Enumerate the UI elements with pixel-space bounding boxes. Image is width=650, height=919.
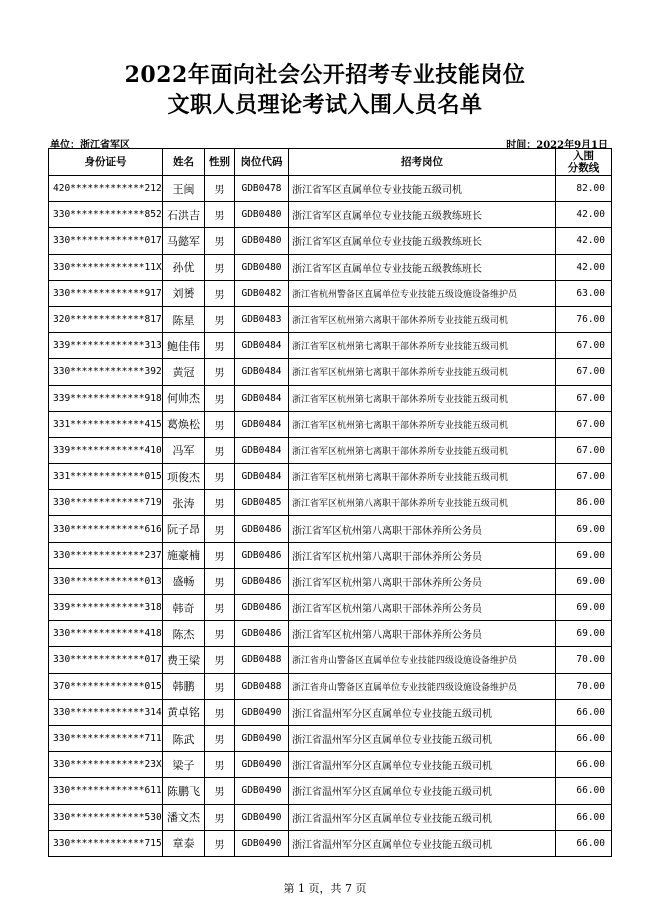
code-cell: GDB0484 [235, 385, 289, 411]
score-cell: 69.00 [556, 568, 612, 594]
score-cell: 42.00 [556, 228, 612, 254]
header-score [556, 149, 612, 176]
id-cell: 339*************313 [49, 333, 163, 359]
code-cell: GDB0486 [235, 568, 289, 594]
position-cell: 浙江省军区杭州第七离职干部休养所专业技能五级司机 [289, 464, 556, 490]
position-cell: 浙江省温州军分区直属单位专业技能五级司机 [289, 699, 556, 725]
score-cell: 70.00 [556, 673, 612, 699]
position-cell: 浙江省军区直属单位专业技能五级司机 [289, 176, 556, 202]
name-cell: 施豪楠 [163, 542, 205, 568]
gender-cell: 男 [205, 280, 235, 306]
name-cell: 陈鹏飞 [163, 778, 205, 804]
name-cell: 冯军 [163, 437, 205, 463]
gender-cell: 男 [205, 464, 235, 490]
table-row [49, 830, 612, 856]
header-score-line2: 分数线 [567, 162, 600, 174]
gender-cell: 男 [205, 752, 235, 778]
score-cell: 66.00 [556, 752, 612, 778]
name-cell: 黄卓铭 [163, 699, 205, 725]
table-row [49, 516, 612, 542]
header-id: 身份证号 [49, 149, 163, 176]
score-cell: 66.00 [556, 830, 612, 856]
code-cell: GDB0490 [235, 778, 289, 804]
position-cell: 浙江省军区杭州第八离职干部休养所公务员 [289, 595, 556, 621]
name-cell: 阮子昂 [163, 516, 205, 542]
id-cell: 330*************392 [49, 359, 163, 385]
id-cell: 330*************017 [49, 228, 163, 254]
table-row [49, 385, 612, 411]
header-code: 岗位代码 [235, 149, 289, 176]
code-cell: GDB0490 [235, 752, 289, 778]
document-title-line1: 2022年面向社会公开招考专业技能岗位 [124, 62, 526, 88]
gender-cell: 男 [205, 385, 235, 411]
score-cell: 69.00 [556, 542, 612, 568]
id-cell: 330*************013 [49, 568, 163, 594]
code-cell: GDB0490 [235, 725, 289, 751]
code-cell: GDB0483 [235, 306, 289, 332]
table-row [49, 176, 612, 202]
gender-cell: 男 [205, 830, 235, 856]
score-cell: 67.00 [556, 464, 612, 490]
name-cell: 石洪吉 [163, 202, 205, 228]
id-cell: 420*************212 [49, 176, 163, 202]
table-row [49, 228, 612, 254]
header-name: 姓名 [163, 149, 205, 176]
header-gender: 性别 [205, 149, 235, 176]
score-cell: 69.00 [556, 595, 612, 621]
id-cell: 330*************237 [49, 542, 163, 568]
name-cell: 鲍佳伟 [163, 333, 205, 359]
header-score-line1: 入围 [573, 150, 594, 162]
table-row [49, 621, 612, 647]
position-cell: 浙江省杭州警备区直属单位专业技能五级设施设备维护员 [289, 280, 556, 306]
position-cell: 浙江省舟山警备区直属单位专业技能四级设施设备维护员 [289, 673, 556, 699]
gender-cell: 男 [205, 542, 235, 568]
name-cell: 章泰 [163, 830, 205, 856]
name-cell: 韩奇 [163, 595, 205, 621]
code-cell: GDB0486 [235, 516, 289, 542]
gender-cell: 男 [205, 306, 235, 332]
id-cell: 339*************918 [49, 385, 163, 411]
score-cell: 67.00 [556, 359, 612, 385]
score-cell: 66.00 [556, 804, 612, 830]
code-cell: GDB0484 [235, 359, 289, 385]
position-cell: 浙江省军区杭州第八离职干部休养所公务员 [289, 542, 556, 568]
id-cell: 339*************410 [49, 437, 163, 463]
table-row [49, 359, 612, 385]
gender-cell: 男 [205, 490, 235, 516]
gender-cell: 男 [205, 254, 235, 280]
table-row [49, 542, 612, 568]
table-body [49, 176, 612, 857]
gender-cell: 男 [205, 359, 235, 385]
gender-cell: 男 [205, 437, 235, 463]
code-cell: GDB0484 [235, 464, 289, 490]
id-cell: 320*************817 [49, 306, 163, 332]
table-row [49, 306, 612, 332]
code-cell: GDB0486 [235, 621, 289, 647]
code-cell: GDB0484 [235, 333, 289, 359]
position-cell: 浙江省军区杭州第七离职干部休养所专业技能五级司机 [289, 333, 556, 359]
id-cell: 330*************611 [49, 778, 163, 804]
id-cell: 330*************017 [49, 647, 163, 673]
score-cell: 67.00 [556, 437, 612, 463]
code-cell: GDB0490 [235, 699, 289, 725]
position-cell: 浙江省军区杭州第六离职干部休养所专业技能五级司机 [289, 306, 556, 332]
name-cell: 盛畅 [163, 568, 205, 594]
table-row [49, 595, 612, 621]
gender-cell: 男 [205, 621, 235, 647]
gender-cell: 男 [205, 228, 235, 254]
gender-cell: 男 [205, 673, 235, 699]
score-cell: 67.00 [556, 333, 612, 359]
gender-cell: 男 [205, 725, 235, 751]
table-row [49, 752, 612, 778]
gender-cell: 男 [205, 333, 235, 359]
id-cell: 330*************23X [49, 752, 163, 778]
date-label: 时间：2022年9月1日 [506, 140, 608, 151]
name-cell: 马懿军 [163, 228, 205, 254]
position-cell: 浙江省军区杭州第八离职干部休养所公务员 [289, 621, 556, 647]
table-row [49, 411, 612, 437]
code-cell: GDB0482 [235, 280, 289, 306]
name-cell: 何帅杰 [163, 385, 205, 411]
score-cell: 76.00 [556, 306, 612, 332]
id-cell: 331*************415 [49, 411, 163, 437]
page-footer: 第 1 页，共 7 页 [283, 882, 367, 895]
id-cell: 370*************015 [49, 673, 163, 699]
name-cell: 张涛 [163, 490, 205, 516]
id-cell: 330*************917 [49, 280, 163, 306]
id-cell: 330*************530 [49, 804, 163, 830]
score-cell: 69.00 [556, 516, 612, 542]
gender-cell: 男 [205, 778, 235, 804]
table-row [49, 490, 612, 516]
name-cell: 陈星 [163, 306, 205, 332]
score-cell: 63.00 [556, 280, 612, 306]
table-row [49, 464, 612, 490]
position-cell: 浙江省温州军分区直属单位专业技能五级司机 [289, 725, 556, 751]
table-row [49, 647, 612, 673]
table-row [49, 725, 612, 751]
table-header-row [49, 149, 612, 176]
name-cell: 梁子 [163, 752, 205, 778]
id-cell: 330*************719 [49, 490, 163, 516]
code-cell: GDB0480 [235, 228, 289, 254]
table-row [49, 699, 612, 725]
name-cell: 潘文杰 [163, 804, 205, 830]
score-cell: 86.00 [556, 490, 612, 516]
position-cell: 浙江省军区直属单位专业技能五级教练班长 [289, 228, 556, 254]
id-cell: 330*************852 [49, 202, 163, 228]
table-row [49, 254, 612, 280]
document-title-line2: 文职人员理论考试入围人员名单 [167, 92, 483, 118]
position-cell: 浙江省军区杭州第七离职干部休养所专业技能五级司机 [289, 385, 556, 411]
header-position: 招考岗位 [289, 149, 556, 176]
table-row [49, 778, 612, 804]
position-cell: 浙江省军区杭州第八离职干部休养所公务员 [289, 568, 556, 594]
position-cell: 浙江省温州军分区直属单位专业技能五级司机 [289, 778, 556, 804]
table-row [49, 568, 612, 594]
id-cell: 331*************015 [49, 464, 163, 490]
position-cell: 浙江省军区直属单位专业技能五级教练班长 [289, 202, 556, 228]
name-cell: 孙优 [163, 254, 205, 280]
id-cell: 330*************11X [49, 254, 163, 280]
position-cell: 浙江省军区直属单位专业技能五级教练班长 [289, 254, 556, 280]
name-cell: 黄冠 [163, 359, 205, 385]
name-cell: 王闽 [163, 176, 205, 202]
code-cell: GDB0488 [235, 673, 289, 699]
gender-cell: 男 [205, 699, 235, 725]
gender-cell: 男 [205, 595, 235, 621]
unit-label: 单位：浙江省军区 [50, 140, 130, 151]
position-cell: 浙江省舟山警备区直属单位专业技能四级设施设备维护员 [289, 647, 556, 673]
name-cell: 陈杰 [163, 621, 205, 647]
table-row [49, 333, 612, 359]
score-cell: 42.00 [556, 254, 612, 280]
candidate-table [48, 148, 612, 857]
gender-cell: 男 [205, 804, 235, 830]
position-cell: 浙江省军区杭州第八离职干部休养所公务员 [289, 516, 556, 542]
id-cell: 339*************318 [49, 595, 163, 621]
id-cell: 330*************418 [49, 621, 163, 647]
position-cell: 浙江省温州军分区直属单位专业技能五级司机 [289, 752, 556, 778]
code-cell: GDB0490 [235, 830, 289, 856]
id-cell: 330*************616 [49, 516, 163, 542]
name-cell: 项俊杰 [163, 464, 205, 490]
code-cell: GDB0486 [235, 595, 289, 621]
score-cell: 42.00 [556, 202, 612, 228]
score-cell: 67.00 [556, 385, 612, 411]
code-cell: GDB0480 [235, 202, 289, 228]
id-cell: 330*************711 [49, 725, 163, 751]
name-cell: 刘赟 [163, 280, 205, 306]
code-cell: GDB0485 [235, 490, 289, 516]
position-cell: 浙江省军区杭州第七离职干部休养所专业技能五级司机 [289, 437, 556, 463]
position-cell: 浙江省温州军分区直属单位专业技能五级司机 [289, 830, 556, 856]
table-row [49, 280, 612, 306]
position-cell: 浙江省军区杭州第七离职干部休养所专业技能五级司机 [289, 411, 556, 437]
score-cell: 70.00 [556, 647, 612, 673]
position-cell: 浙江省军区杭州第七离职干部休养所专业技能五级司机 [289, 359, 556, 385]
score-cell: 69.00 [556, 621, 612, 647]
id-cell: 330*************314 [49, 699, 163, 725]
position-cell: 浙江省温州军分区直属单位专业技能五级司机 [289, 804, 556, 830]
id-cell: 330*************715 [49, 830, 163, 856]
gender-cell: 男 [205, 411, 235, 437]
name-cell: 陈武 [163, 725, 205, 751]
score-cell: 66.00 [556, 699, 612, 725]
code-cell: GDB0478 [235, 176, 289, 202]
code-cell: GDB0488 [235, 647, 289, 673]
gender-cell: 男 [205, 516, 235, 542]
table-row [49, 437, 612, 463]
code-cell: GDB0484 [235, 437, 289, 463]
code-cell: GDB0480 [235, 254, 289, 280]
score-cell: 66.00 [556, 725, 612, 751]
score-cell: 82.00 [556, 176, 612, 202]
gender-cell: 男 [205, 202, 235, 228]
position-cell: 浙江省军区杭州第八离职干部休养所专业技能五级司机 [289, 490, 556, 516]
name-cell: 葛焕松 [163, 411, 205, 437]
table-row [49, 804, 612, 830]
gender-cell: 男 [205, 568, 235, 594]
name-cell: 韩鹏 [163, 673, 205, 699]
score-cell: 67.00 [556, 411, 612, 437]
code-cell: GDB0486 [235, 542, 289, 568]
code-cell: GDB0490 [235, 804, 289, 830]
gender-cell: 男 [205, 176, 235, 202]
code-cell: GDB0484 [235, 411, 289, 437]
table-row [49, 673, 612, 699]
gender-cell: 男 [205, 647, 235, 673]
name-cell: 费王梁 [163, 647, 205, 673]
score-cell: 66.00 [556, 778, 612, 804]
table-row [49, 202, 612, 228]
